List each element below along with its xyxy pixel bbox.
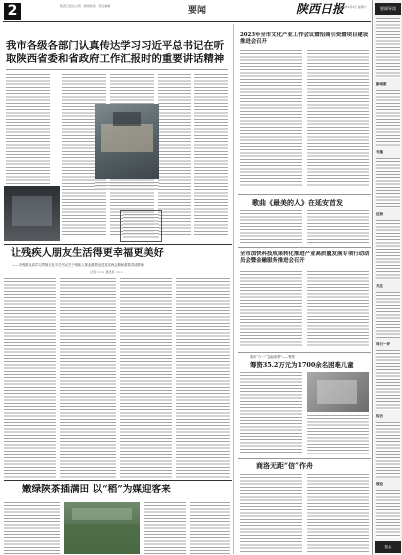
rule-tech xyxy=(238,247,371,248)
teacher-body-col-2 xyxy=(307,474,369,552)
main2-byline: 记者 ××× 通讯员 ××× xyxy=(90,270,123,274)
tech-body-col-2 xyxy=(307,271,369,348)
song-body-col-2 xyxy=(307,210,369,243)
culture-body-col-1 xyxy=(240,50,302,187)
sidebar-item-2[interactable]: 专题 xyxy=(376,150,383,154)
main2-body-col-3 xyxy=(120,278,172,478)
welfare-photo xyxy=(307,372,369,412)
song-headline: 歌曲《最美的人》在延安首发 xyxy=(252,198,343,207)
bottom-body-col-1 xyxy=(4,502,60,554)
lead-body-col-4 xyxy=(158,74,191,236)
rule-teacher xyxy=(238,458,371,459)
bottom-rule xyxy=(4,480,232,481)
culture-headline: 2023年全市文化产业工作会议暨招商引资暨项目建设推进会召开 xyxy=(240,32,369,45)
sidebar-header: 要闻导读 xyxy=(375,3,401,15)
rule-song xyxy=(238,194,371,195)
welfare-body-col-2 xyxy=(307,415,369,454)
mid-rule xyxy=(4,244,232,245)
date-line: 2023年3月4日 星期六 xyxy=(338,5,367,9)
welfare-kicker: 我市“六一”“益起助梦”——筹资 xyxy=(250,355,295,359)
bottom-photo xyxy=(64,502,140,554)
sidebar-item-7[interactable]: 理论 xyxy=(376,482,383,486)
lead-side-photo xyxy=(4,186,60,241)
header-rule xyxy=(3,21,371,22)
tech-headline: 全市加快科技成果转化推进产业高质量发展专项行动动员会暨金融服务推进会召开 xyxy=(240,251,370,264)
welfare-headline: 筹资35.2万元为1700余名困难儿童 xyxy=(250,361,354,369)
main2-body-col-4 xyxy=(176,278,230,478)
culture-body-col-2 xyxy=(307,50,369,187)
masthead-logo: 陕西日报 xyxy=(296,2,345,16)
sidebar-footer: 报头 xyxy=(375,541,401,553)
section-title: 要闻 xyxy=(188,6,207,16)
lead-body-col-5 xyxy=(194,74,228,236)
col-divider-right xyxy=(233,24,234,554)
rule-welfare xyxy=(238,352,371,353)
bottom-body-col-2 xyxy=(144,502,186,554)
bottom-body-col-3 xyxy=(190,502,230,554)
teacher-body-col-1 xyxy=(240,474,302,552)
sidebar xyxy=(374,0,402,555)
main2-subhead: ——市残联认真学习贯彻习近平总书记关于残疾人事业重要论述及其两会期间重要讲话精神 xyxy=(12,263,144,267)
lead-headline-rule xyxy=(6,69,228,70)
main2-body-col-2 xyxy=(60,278,116,478)
top-meta: 陕西日报社主管 · 新闻热线 · 责任编辑 xyxy=(60,4,111,8)
page-number-badge: 2 xyxy=(4,3,21,20)
lead-photo-caption xyxy=(95,182,159,191)
lead-photo xyxy=(95,104,159,179)
lead-inset-box xyxy=(120,210,162,242)
sidebar-item-3[interactable]: 法治 xyxy=(376,212,383,216)
lead-headline: 我市各级各部门认真传达学习习近平总书记在听取陕西省委和省政府工作汇报时的重要讲话精神 xyxy=(6,40,225,65)
bottom-headline: 嫩绿陕茶插满田 以“稻”为媒迎客来 xyxy=(22,484,171,495)
teacher-headline: 商洛无距“信”作舟 xyxy=(256,461,314,470)
sidebar-item-4[interactable]: 关注 xyxy=(376,284,383,288)
song-body-col-1 xyxy=(240,210,302,243)
main2-body-col-1 xyxy=(4,278,56,478)
sidebar-item-1[interactable]: 新闻眼 xyxy=(376,82,387,86)
welfare-body-col-1 xyxy=(240,372,302,454)
sidebar-divider xyxy=(372,0,373,555)
main2-headline: 让残疾人朋友生活得更幸福更美好 xyxy=(11,247,164,259)
sidebar-item-6[interactable]: 综合 xyxy=(376,414,383,418)
sidebar-item-5[interactable]: 每日一评 xyxy=(376,342,390,346)
tech-body-col-1 xyxy=(240,271,302,348)
